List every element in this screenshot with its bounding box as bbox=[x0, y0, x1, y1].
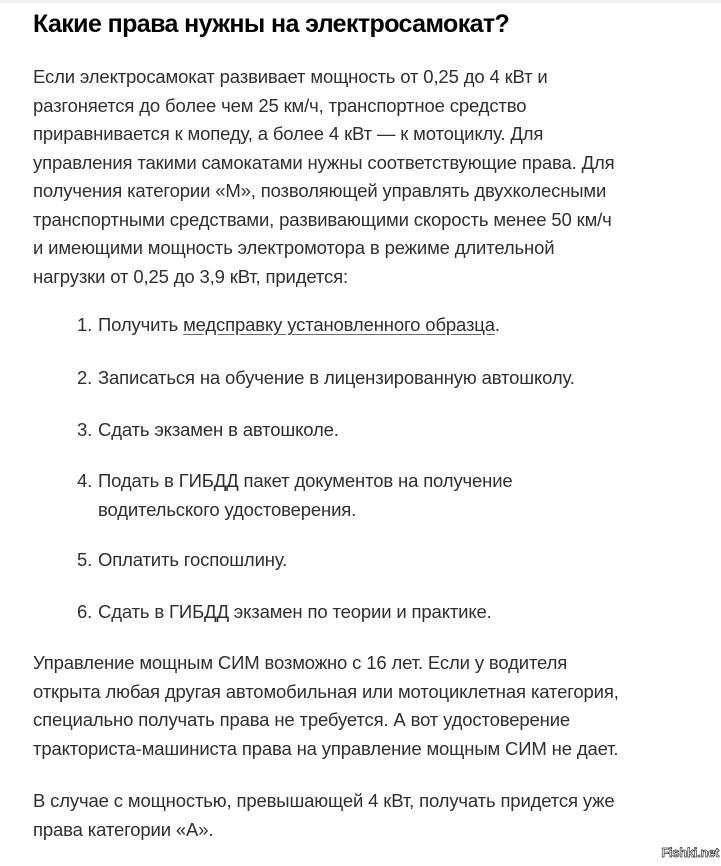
paragraph-line: специально получать права не требуется. А вот удостоверение bbox=[33, 709, 571, 730]
list-item bbox=[77, 364, 575, 393]
list-item-text: Записаться на обучение в лицензированную автошколу. bbox=[98, 367, 575, 388]
paragraph-line: права категории «А». bbox=[33, 818, 214, 840]
list-item bbox=[77, 416, 339, 445]
article-title: Какие права нужны на электросамокат? bbox=[33, 10, 510, 38]
list-item-text: Оплатить госпошлину. bbox=[98, 549, 288, 570]
paragraph-line: управления такими самокатами нужны соответствующие права. Для bbox=[33, 151, 615, 173]
paragraph-line: тракториста-машиниста права на управление мощным СИМ не дает. bbox=[33, 737, 619, 759]
top-divider bbox=[0, 0, 721, 3]
paragraph-line: В случае с мощностью, превышающей 4 кВт, получать придется уже bbox=[33, 790, 615, 811]
paragraph-line: нагрузки от 0,25 до 3,9 кВт, придется: bbox=[33, 265, 348, 287]
paragraph-line: разгоняется до более чем 25 км/ч, транспортное средство bbox=[33, 94, 527, 116]
list-item-text: . bbox=[494, 314, 500, 335]
list-item-text: Сдать в ГИБДД экзамен по теории и практике. bbox=[98, 601, 492, 622]
list-item bbox=[77, 546, 287, 575]
list-number: 1. bbox=[77, 314, 93, 335]
medical-certificate-link[interactable]: медсправку установленного образца bbox=[183, 314, 495, 335]
list-item bbox=[77, 311, 500, 340]
paragraph-line: приравнивается к мопеду, а более 4 кВт — к мотоциклу. Для bbox=[33, 123, 544, 144]
paragraph-line: и имеющими мощность электромотора в режиме длительной bbox=[33, 237, 555, 258]
list-number: 3. bbox=[77, 419, 93, 440]
list-item bbox=[77, 598, 492, 627]
paragraph-line: транспортными средствами, развивающими скорость менее 50 км/ч bbox=[33, 208, 612, 230]
list-item-text-continued: водительского удостоверения. bbox=[98, 498, 357, 520]
paragraph-line: Если электросамокат развивает мощность от 0,25 до 4 кВт и bbox=[33, 66, 548, 87]
list-item-text: Сдать экзамен в автошколе. bbox=[98, 419, 339, 440]
list-item bbox=[77, 467, 513, 524]
list-item-text: Подать в ГИБДД пакет документов на получение bbox=[98, 470, 513, 491]
intro-paragraph bbox=[33, 63, 721, 291]
list-item-text: Получить bbox=[98, 314, 184, 335]
watermark-logo: Fishki.net bbox=[661, 845, 719, 860]
paragraph-line: Управление мощным СИМ возможно с 16 лет. Если у водителя bbox=[33, 652, 568, 673]
age-paragraph bbox=[33, 649, 721, 763]
list-number: 2. bbox=[77, 367, 93, 388]
paragraph-line: открыта любая другая автомобильная или мотоциклетная категория, bbox=[33, 680, 619, 702]
list-number: 4. bbox=[77, 470, 93, 491]
paragraph-line: получения категории «М», позволяющей управлять двухколесными bbox=[33, 180, 607, 201]
list-number: 5. bbox=[77, 549, 93, 570]
list-number: 6. bbox=[77, 601, 93, 622]
category-a-paragraph bbox=[33, 787, 721, 844]
